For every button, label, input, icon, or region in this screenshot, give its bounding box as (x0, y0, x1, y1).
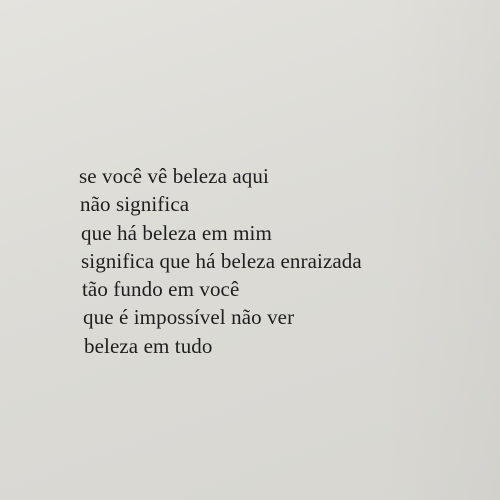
poem-line-2: não significa (80, 192, 190, 217)
poem-line-5: tão fundo em você (82, 277, 240, 302)
poem-line-3: que há beleza em mim (81, 220, 272, 245)
page-shadow (380, 0, 500, 500)
poem-line-4: significa que há beleza enraizada (81, 248, 362, 273)
poem (79, 162, 362, 360)
poem-line-6: que é impossível não ver (83, 305, 295, 330)
poem-line-1: se você vê beleza aqui (79, 164, 269, 188)
poem-line-7: beleza em tudo (84, 333, 213, 358)
